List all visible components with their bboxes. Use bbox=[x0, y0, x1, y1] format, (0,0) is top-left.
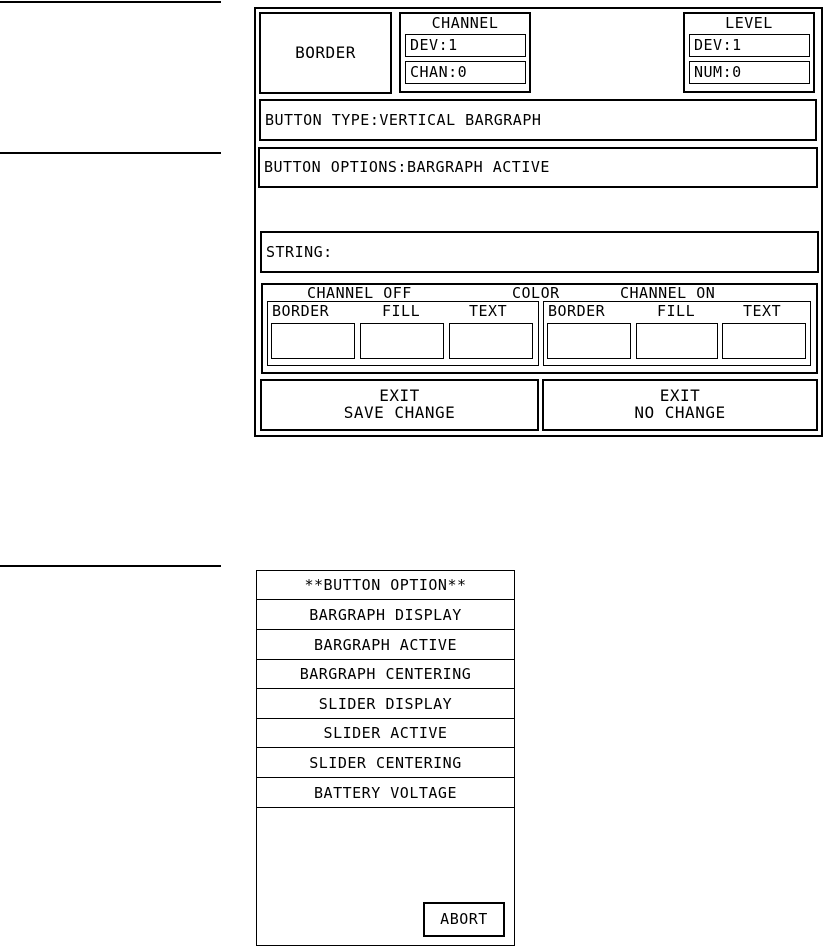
button-type-field[interactable]: BUTTON TYPE:VERTICAL BARGRAPH bbox=[259, 99, 817, 141]
level-num-field[interactable]: NUM:0 bbox=[689, 61, 810, 84]
menu-item-slider-centering[interactable]: SLIDER CENTERING bbox=[256, 748, 515, 778]
off-fill-swatch[interactable] bbox=[360, 323, 444, 359]
on-border-label: BORDER bbox=[548, 302, 606, 320]
menu-item-bargraph-centering[interactable]: BARGRAPH CENTERING bbox=[256, 659, 515, 689]
off-border-label: BORDER bbox=[272, 302, 330, 320]
on-fill-label: FILL bbox=[657, 302, 696, 320]
off-border-swatch[interactable] bbox=[271, 323, 355, 359]
divider-line-3 bbox=[0, 565, 221, 567]
border-button-label: BORDER bbox=[295, 43, 356, 62]
off-fill-label: FILL bbox=[382, 302, 421, 320]
exit-nochange-line1: EXIT bbox=[659, 386, 701, 406]
exit-no-change-button[interactable] bbox=[542, 379, 818, 431]
exit-nochange-line2: NO CHANGE bbox=[634, 403, 726, 422]
level-dev-field[interactable]: DEV:1 bbox=[689, 34, 810, 57]
off-text-label: TEXT bbox=[469, 302, 508, 320]
exit-save-line2: SAVE CHANGE bbox=[343, 403, 456, 422]
menu-item-slider-display[interactable]: SLIDER DISPLAY bbox=[256, 689, 515, 719]
on-fill-swatch[interactable] bbox=[636, 323, 718, 359]
string-field[interactable]: STRING: bbox=[260, 231, 819, 273]
on-border-swatch[interactable] bbox=[547, 323, 631, 359]
abort-button[interactable] bbox=[423, 902, 505, 937]
menu-item-bargraph-display[interactable]: BARGRAPH DISPLAY bbox=[256, 600, 515, 630]
divider-line-2 bbox=[0, 152, 221, 154]
border-button[interactable] bbox=[259, 12, 392, 94]
menu-item-slider-active[interactable]: SLIDER ACTIVE bbox=[256, 718, 515, 748]
channel-chan-field[interactable]: CHAN:0 bbox=[405, 61, 526, 84]
menu-item-bargraph-active[interactable]: BARGRAPH ACTIVE bbox=[256, 630, 515, 660]
on-text-swatch[interactable] bbox=[722, 323, 806, 359]
channel-on-label: CHANNEL ON bbox=[620, 284, 716, 302]
on-text-label: TEXT bbox=[743, 302, 782, 320]
channel-group bbox=[399, 12, 531, 93]
level-title: LEVEL bbox=[725, 13, 773, 32]
channel-off-colors bbox=[267, 301, 539, 366]
exit-save-change-button[interactable] bbox=[260, 379, 539, 431]
channel-title: CHANNEL bbox=[431, 13, 499, 32]
abort-label: ABORT bbox=[440, 910, 488, 928]
color-label: COLOR bbox=[512, 284, 560, 302]
channel-dev-field[interactable]: DEV:1 bbox=[405, 34, 526, 57]
button-options-field[interactable]: BUTTON OPTIONS:BARGRAPH ACTIVE bbox=[258, 147, 818, 188]
level-group bbox=[683, 12, 815, 93]
menu-item-battery-voltage[interactable]: BATTERY VOLTAGE bbox=[256, 778, 515, 808]
off-text-swatch[interactable] bbox=[449, 323, 533, 359]
channel-off-label: CHANNEL OFF bbox=[307, 284, 412, 302]
divider-line-1 bbox=[0, 1, 221, 3]
channel-on-colors bbox=[543, 301, 811, 366]
menu-title: **BUTTON OPTION** bbox=[256, 570, 515, 600]
color-section bbox=[261, 283, 818, 374]
exit-save-line1: EXIT bbox=[379, 386, 420, 406]
